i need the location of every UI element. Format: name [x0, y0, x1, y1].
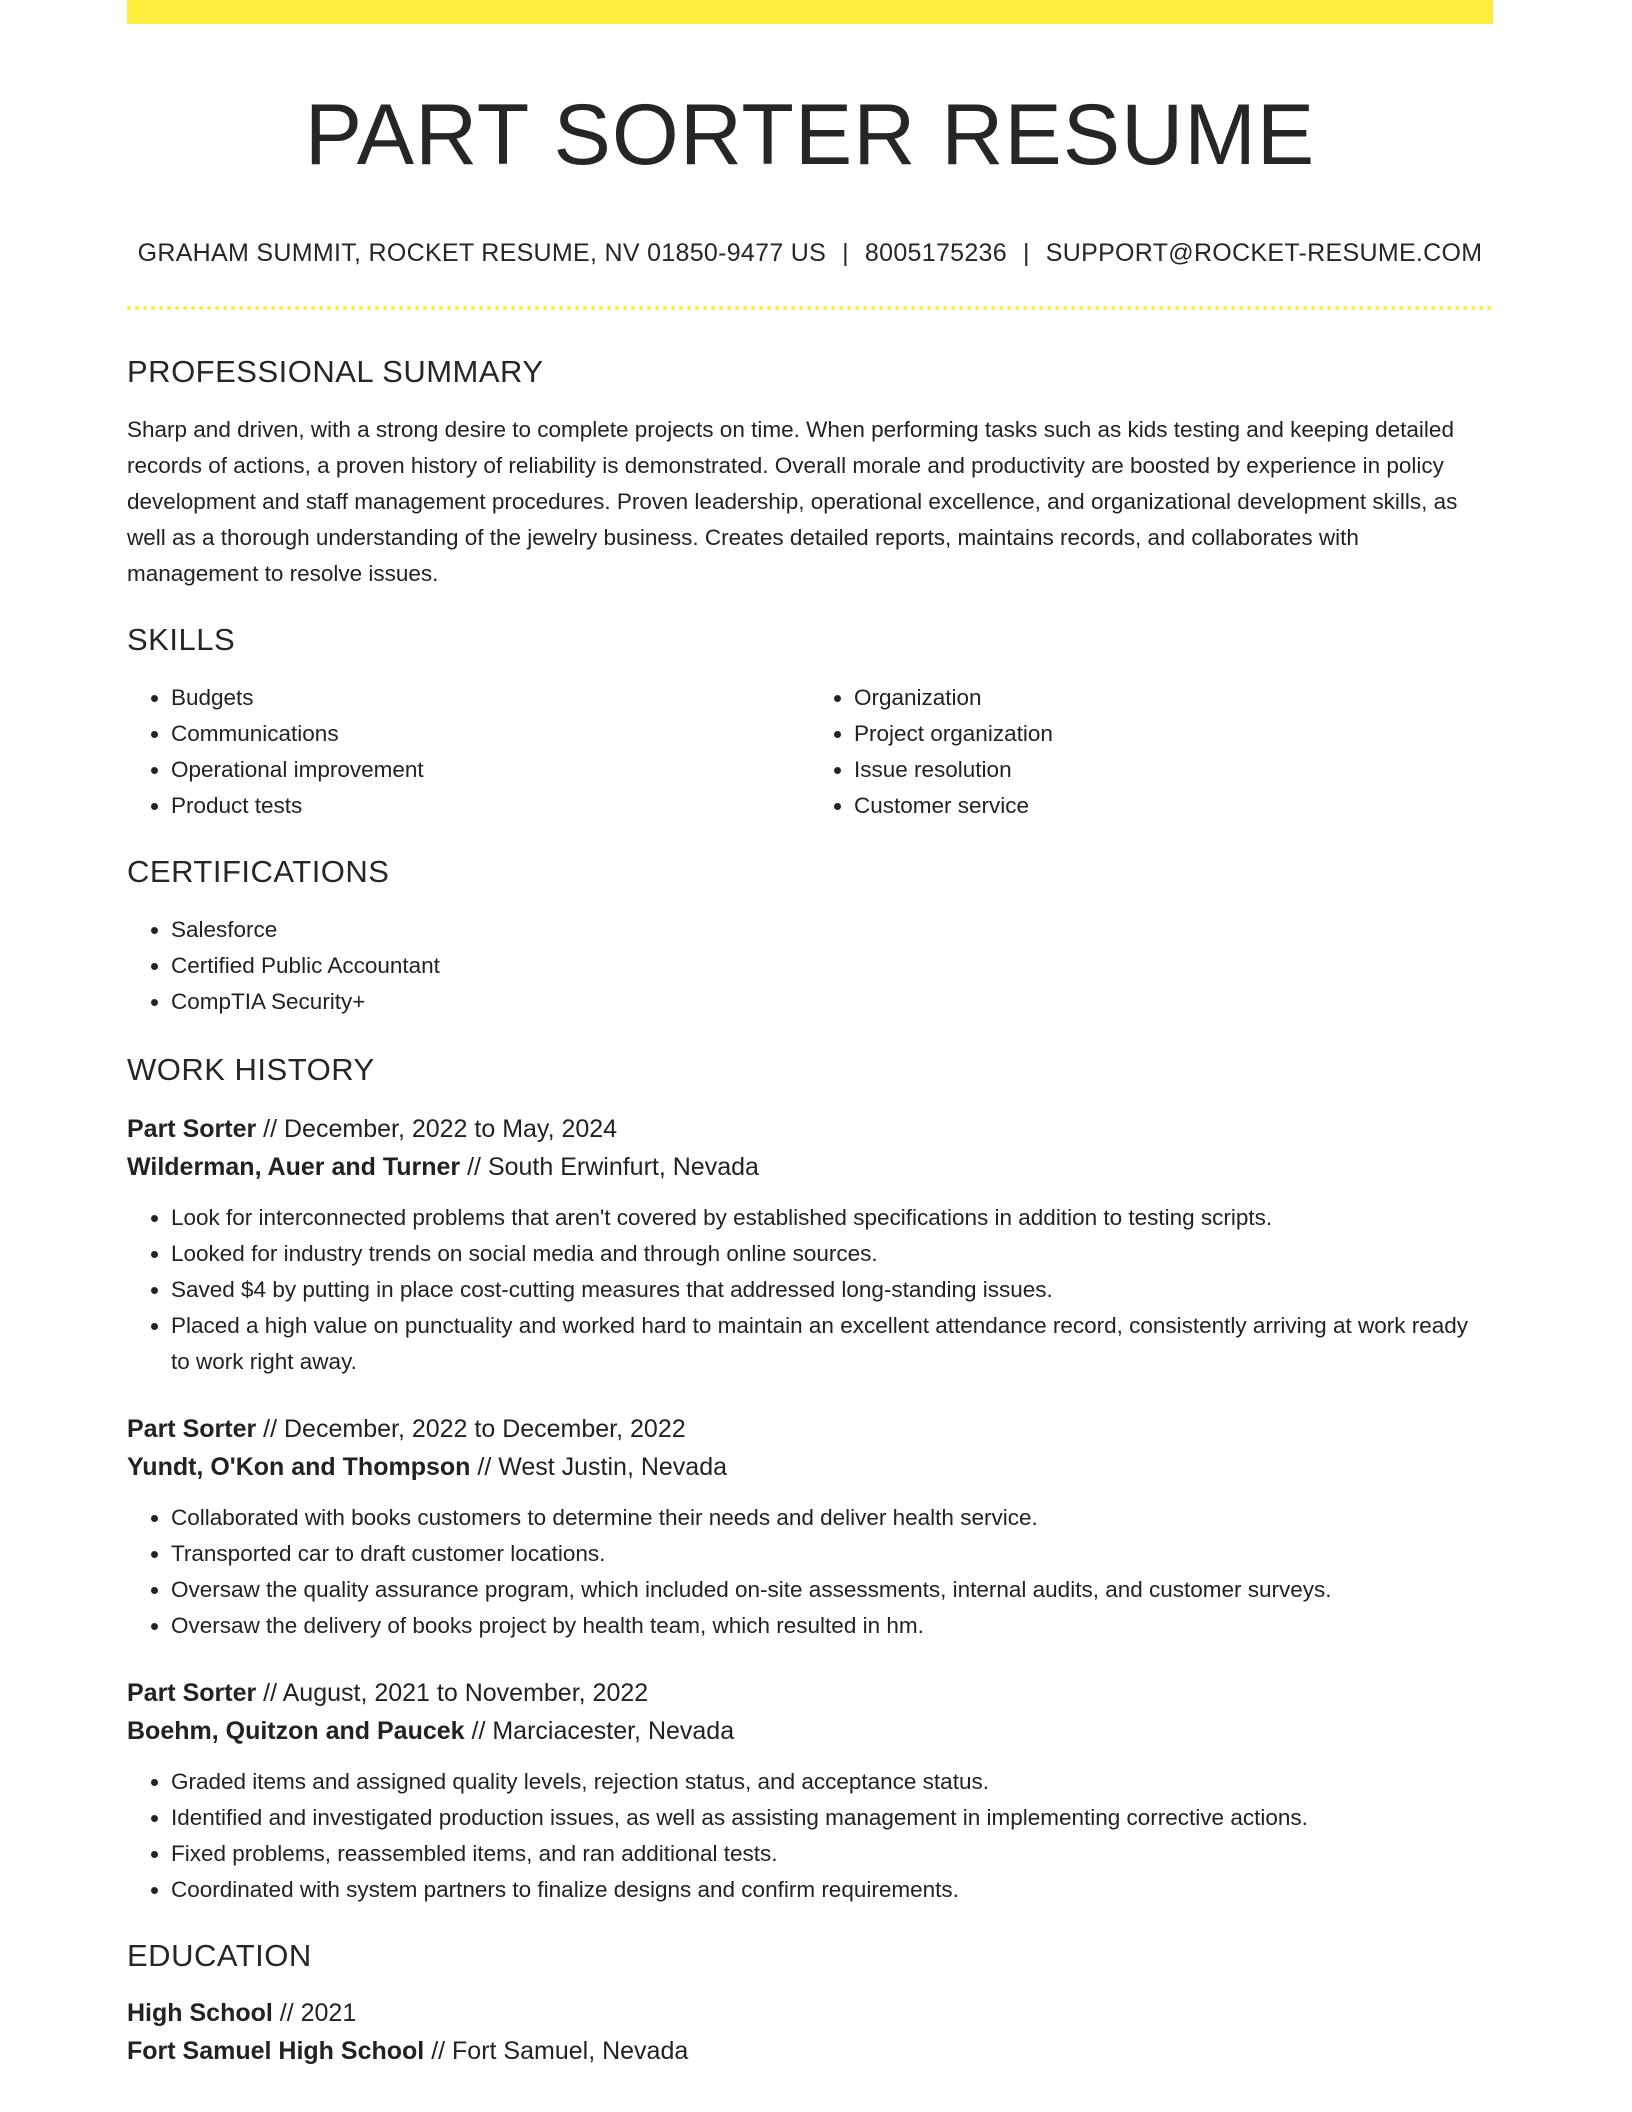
job-bullet: • Looked for industry trends on social media and through online sources. — [171, 1236, 1493, 1272]
dotted-divider — [127, 306, 1493, 310]
education-school: Fort Samuel High School — [127, 2037, 425, 2066]
contact-separator: | — [1022, 239, 1030, 268]
skill-item: • Operational improvement — [171, 752, 810, 788]
page-title: PART SORTER RESUME — [304, 87, 1316, 183]
contact-phone: 8005175236 — [864, 239, 1007, 268]
job-bullets — [127, 1500, 1493, 1644]
job-entry — [127, 1410, 1493, 1644]
certification-item: • CompTIA Security+ — [171, 984, 1493, 1020]
skill-item: • Budgets — [171, 680, 810, 716]
summary-text: Sharp and driven, with a strong desire to complete projects on time. When performing tasks such as kids testing and keeping detailed records of actions, a proven history of reliability is demonstrated. Overall morale and productivity are boosted by experience in policy development and staff management procedures. Proven leadership, operational excellence, and organizational development skills, as well as a thorough understanding of the jewelry business. Creates detailed reports, maintains records, and collaborates with management to resolve issues. — [127, 417, 1458, 587]
job-company: Yundt, O'Kon and Thompson — [127, 1453, 471, 1482]
summary-heading: PROFESSIONAL SUMMARY — [127, 354, 544, 390]
certification-item: • Certified Public Accountant — [171, 948, 1493, 984]
job-bullet: • Transported car to draft customer locations. — [171, 1536, 1493, 1572]
certification-item: • Salesforce — [171, 912, 1493, 948]
skill-item: • Organization — [854, 680, 1493, 716]
job-dates: // December, 2022 to December, 2022 — [256, 1415, 686, 1444]
certifications-heading: CERTIFICATIONS — [127, 854, 390, 890]
job-title-line — [127, 1674, 1493, 1712]
education-heading: EDUCATION — [127, 1938, 312, 1974]
job-entry — [127, 1674, 1493, 1908]
job-location: // West Justin, Nevada — [470, 1453, 728, 1482]
job-location: // Marciacester, Nevada — [464, 1717, 735, 1746]
skill-item: • Communications — [171, 716, 810, 752]
job-title: Part Sorter — [127, 1415, 257, 1444]
resume-page — [127, 0, 1493, 2070]
job-company: Wilderman, Auer and Turner — [127, 1153, 461, 1182]
skill-item: • Customer service — [854, 788, 1493, 824]
job-bullet: • Identified and investigated production issues, as well as assisting management in implementing corrective actions. — [171, 1800, 1493, 1836]
education-location: // Fort Samuel, Nevada — [424, 2037, 689, 2066]
job-bullet: • Placed a high value on punctuality and worked hard to maintain an excellent attendance record, consistently arriving at work ready to work right away. — [171, 1308, 1493, 1380]
job-entry — [127, 1110, 1493, 1380]
education-year: // 2021 — [272, 1999, 357, 2028]
skills-column-right — [810, 680, 1493, 824]
job-location: // South Erwinfurt, Nevada — [460, 1153, 759, 1182]
job-bullet: • Collaborated with books customers to determine their needs and deliver health service. — [171, 1500, 1493, 1536]
skill-item: • Product tests — [171, 788, 810, 824]
skill-item: • Issue resolution — [854, 752, 1493, 788]
contact-address: GRAHAM SUMMIT, ROCKET RESUME, NV 01850-9477 US — [137, 239, 827, 268]
job-title-line — [127, 1410, 1493, 1448]
job-bullet: • Saved $4 by putting in place cost-cutting measures that addressed long-standing issues. — [171, 1272, 1493, 1308]
job-company-line — [127, 1712, 1493, 1750]
job-bullet: • Oversaw the delivery of books project by health team, which resulted in hm. — [171, 1608, 1493, 1644]
job-bullet: • Graded items and assigned quality levels, rejection status, and acceptance status. — [171, 1764, 1493, 1800]
job-bullet: • Oversaw the quality assurance program, which included on-site assessments, internal audits, and customer surveys. — [171, 1572, 1493, 1608]
contact-separator: | — [842, 239, 849, 268]
work-history-heading: WORK HISTORY — [127, 1052, 375, 1088]
top-accent-bar — [127, 0, 1493, 24]
job-title-line — [127, 1110, 1493, 1148]
job-company-line — [127, 1448, 1493, 1486]
job-dates: // August, 2021 to November, 2022 — [256, 1679, 649, 1708]
job-bullets — [127, 1764, 1493, 1908]
skill-item: • Project organization — [854, 716, 1493, 752]
job-dates: // December, 2022 to May, 2024 — [256, 1115, 618, 1144]
job-company: Boehm, Quitzon and Paucek — [127, 1717, 465, 1746]
education-degree: High School — [127, 1999, 273, 2028]
contact-line — [127, 239, 1493, 268]
skills-grid — [127, 680, 1493, 824]
job-title: Part Sorter — [127, 1115, 257, 1144]
job-title: Part Sorter — [127, 1679, 257, 1708]
skills-column-left — [127, 680, 810, 824]
skills-heading: SKILLS — [127, 622, 236, 658]
job-bullet: • Look for interconnected problems that aren't covered by established specifications in addition to testing scripts. — [171, 1200, 1493, 1236]
education-school-line — [127, 2032, 1493, 2070]
contact-email: SUPPORT@ROCKET-RESUME.COM — [1045, 239, 1483, 268]
education-degree-line — [127, 1994, 1493, 2032]
job-bullet: • Fixed problems, reassembled items, and ran additional tests. — [171, 1836, 1493, 1872]
education-entry — [127, 1994, 1493, 2070]
job-bullets — [127, 1200, 1493, 1380]
job-bullet: • Coordinated with system partners to finalize designs and confirm requirements. — [171, 1872, 1493, 1908]
job-company-line — [127, 1148, 1493, 1186]
certifications-list — [127, 912, 1493, 1020]
